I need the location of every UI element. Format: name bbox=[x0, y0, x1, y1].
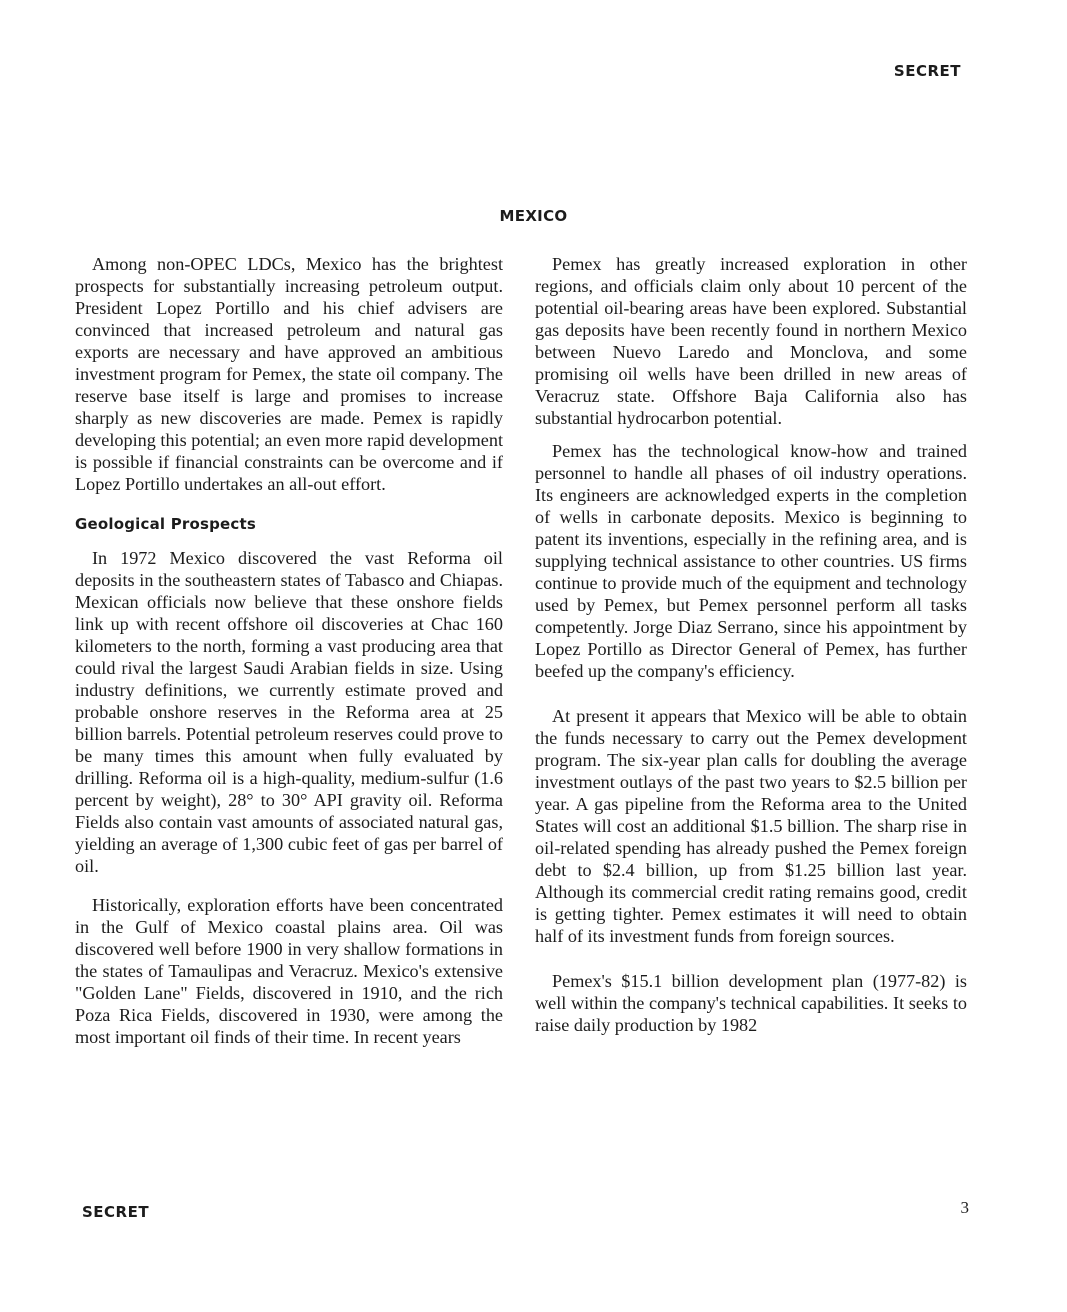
funding-paragraph: At present it appears that Mexico will be able to obtain the funds necessary to carry out the Pemex development program. The six-year plan calls for doubling the average investment outlays of the past two years to $2.5 billion per year. A gas pipeline from the Reforma area to the United States will cost an additional $1.5 billion. The sharp rise in oil-related spending has already pushed the Pemex foreign debt to $2.4 billion, up from $1.25 billion last year. Although its commercial credit rating remains good, credit is getting tighter. Pemex estimates it will need to obtain half of its investment funds from foreign sources. bbox=[535, 706, 967, 946]
page-number: 3 bbox=[960, 1198, 969, 1217]
plan-paragraph: Pemex's $15.1 billion development plan (1977-82) is well within the company's technical capabilities. It seeks to raise daily production by 1982 bbox=[535, 971, 967, 1035]
footer-classification-marking: SECRET bbox=[82, 1203, 150, 1221]
history-paragraph: Historically, exploration efforts have been concentrated in the Gulf of Mexico coastal plains area. Oil was discovered well before 1900 in very shallow formations in the states of Tamaulipas and Veracruz. Mexico's extensive "Golden Lane" Fields, discovered in 1910, and the rich Poza Rica Fields, discovered in 1930, were among the most important oil finds of their time. In recent years bbox=[75, 895, 503, 1047]
intro-paragraph: Among non-OPEC LDCs, Mexico has the brightest prospects for substantially increasing petroleum output. President Lopez Portillo and his chief advisers are convinced that increased petroleum and natural gas exports are necessary and have approved an ambitious investment program for Pemex, the state oil company. The reserve base itself is large and promises to increase sharply as new discoveries are made. Pemex is rapidly developing this potential; an even more rapid development is possible if financial constraints can be overcome and if Lopez Portillo undertakes an all-out effort. bbox=[75, 254, 503, 494]
technology-paragraph: Pemex has the technological know-how and trained personnel to handle all phases of oil industry operations. Its engineers are acknowledged experts in the completion of wells in carbonate deposits. Mexico is beginning to patent its inventions, especially in the refining area, and is supplying technical assistance to other countries. US firms continue to provide much of the equipment and technology used by Pemex, but Pemex personnel perform all tasks competently. Jorge Diaz Serrano, since his appointment by Lopez Portillo as Director General of Pemex, has further beefed up the company's efficiency. bbox=[535, 441, 967, 681]
reforma-paragraph: In 1972 Mexico discovered the vast Reforma oil deposits in the southeastern states of Tabasco and Chiapas. Mexican officials now believe that these onshore fields link up with recent offshore oil discoveries at Chac 160 kilometers to the north, forming a vast producing area that could rival the largest Saudi Arabian fields in size. Using industry definitions, we currently estimate proved and probable onshore reserves in the Reforma area at 25 billion barrels. Potential petroleum reserves could prove to be many times this amount when fully evaluated by drilling. Reforma oil is a high-quality, medium-sulfur (1.6 percent by weight), 28° to 30° API gravity oil. Reforma Fields also contain vast amounts of associated natural gas, yielding an average of 1,300 cubic feet of gas per barrel of oil. bbox=[75, 548, 503, 876]
exploration-paragraph: Pemex has greatly increased exploration in other regions, and officials claim only about 10 percent of the potential oil-bearing areas have been explored. Substantial gas deposits have been recently found in northern Mexico between Nuevo Laredo and Monclova, and some promising oil wells have been drilled in new areas of Veracruz state. Offshore Baja California also has substantial hydrocarbon potential. bbox=[535, 254, 967, 428]
right-column bbox=[535, 253, 967, 1053]
section-subheading: Geological Prospects bbox=[75, 515, 257, 533]
left-column bbox=[75, 253, 503, 1065]
page-title: MEXICO bbox=[499, 207, 568, 225]
header-classification-marking: SECRET bbox=[893, 62, 961, 80]
